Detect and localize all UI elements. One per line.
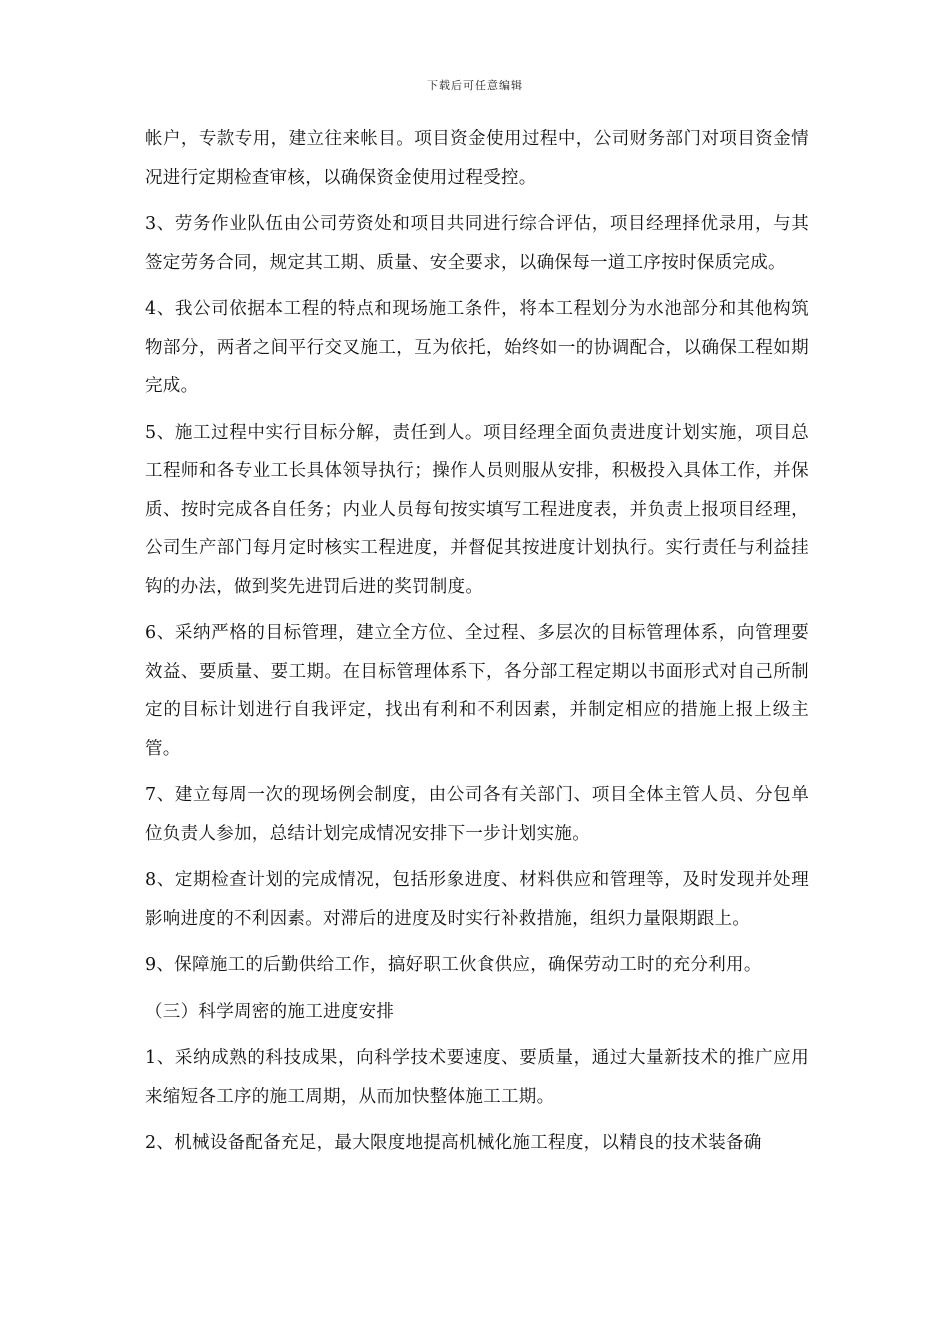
paragraph-item-4: 4、我公司依据本工程的特点和现场施工条件，将本工程划分为水池部分和其他构筑物部分，两者之间平行交叉施工，互为依托，始终如一的协调配合，以确保工程如期完成。 — [145, 299, 809, 396]
paragraph-item-5: 5、施工过程中实行目标分解，责任到人。项目经理全面负责进度计划实施，项目总工程师和各专业工长具体领导执行；操作人员则服从安排，积极投入具体工作，并保质、按时完成各自任务；内业人员每旬按实填写工程进度表，并负责上报项目经理，公司生产部门每月定时核实工程进度，并督促其按进度计划执行。实行责任与利益挂钩的办法，做到奖先进罚后进的奖罚制度。 — [145, 422, 809, 597]
paragraph-item-7: 7、建立每周一次的现场例会制度，由公司各有关部门、项目全体主管人员、分包单位负责人参加，总结计划完成情况安排下一步计划实施。 — [145, 785, 809, 844]
paragraph-item-8: 8、定期检查计划的完成情况，包括形象进度、材料供应和管理等，及时发现并处理影响进度的不利因素。对滞后的进度及时实行补救措施，组织力量限期跟上。 — [145, 870, 809, 929]
paragraph-item-6: 6、采纳严格的目标管理，建立全方位、全过程、多层次的目标管理体系，向管理要效益、要质量、要工期。在目标管理体系下，各分部工程定期以书面形式对自己所制定的目标计划进行自我评定，找出有利和不利因素，并制定相应的措施上报上级主管。 — [145, 623, 809, 759]
paragraph-item-1: 1、采纳成熟的科技成果，向科学技术要速度、要质量，通过大量新技术的推广应用来缩短各工序的施工周期，从而加快整体施工工期。 — [145, 1048, 809, 1107]
paragraph-item-9: 9、保障施工的后勤供给工作，搞好职工伙食供应，确保劳动工时的充分利用。 — [145, 955, 762, 975]
paragraph-item-3: 3、劳务作业队伍由公司劳资处和项目共同进行综合评估，项目经理择优录用，与其签定劳务合同，规定其工期、质量、安全要求，以确保每一道工序按时保质完成。 — [145, 214, 809, 273]
paragraph-fund-accounts: 帐户，专款专用，建立往来帐目。项目资金使用过程中，公司财务部门对项目资金情况进行定期检查审核，以确保资金使用过程受控。 — [145, 129, 809, 188]
paragraph-item-2: 2、机械设备配备充足，最大限度地提高机械化施工程度，以精良的技术装备确 — [145, 1133, 762, 1153]
document-body — [145, 120, 809, 1171]
page-header: 下载后可任意编辑 — [427, 79, 523, 92]
section-heading: （三）科学周密的施工进度安排 — [145, 1001, 395, 1022]
